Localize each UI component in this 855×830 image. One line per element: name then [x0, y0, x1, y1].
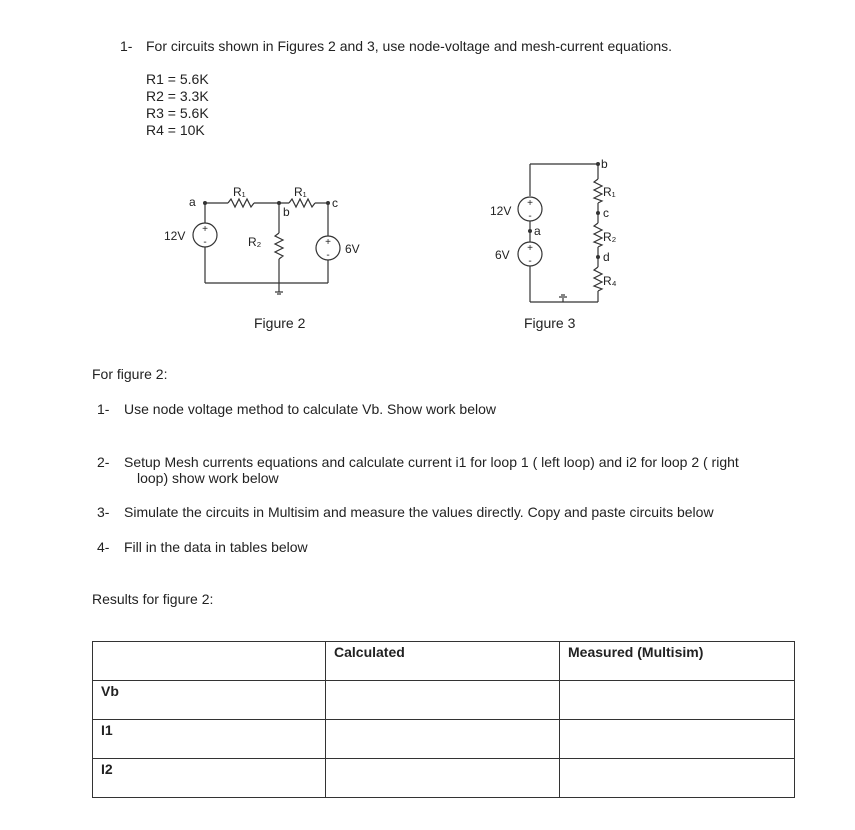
fig2-label-r2: R₂ [248, 235, 262, 249]
row-label: I2 [93, 759, 326, 798]
table-row [93, 681, 795, 720]
calculated-cell[interactable] [326, 681, 560, 720]
fig2-label-node-a: a [189, 195, 196, 209]
measured-cell[interactable] [560, 720, 795, 759]
fig3-node-c-dot [596, 211, 600, 215]
fig3-node-d-dot [596, 255, 600, 259]
measured-cell[interactable] [560, 681, 795, 720]
instruction-number: 3- [97, 504, 110, 520]
fig3-node-b-dot [596, 162, 600, 166]
table-header-row [93, 642, 795, 681]
fig2-label-r1-left: R₁ [233, 185, 246, 199]
question-number: 1- [120, 38, 133, 54]
row-label: Vb [93, 681, 326, 720]
row-label: I1 [93, 720, 326, 759]
instruction-text: Fill in the data in tables below [124, 539, 308, 555]
calculated-cell[interactable] [326, 720, 560, 759]
instruction-number: 2- [97, 454, 110, 470]
given-value: R2 = 3.3K [146, 88, 209, 104]
given-value: R1 = 5.6K [146, 71, 209, 87]
fig3-label-node-a: a [534, 224, 541, 238]
instruction-text: Use node voltage method to calculate Vb. Show work below [124, 401, 496, 417]
fig2-node-a-dot [203, 201, 207, 205]
table-header-cell: Measured (Multisim) [560, 642, 795, 681]
svg-text:+: + [527, 243, 533, 254]
instructions-heading: For figure 2: [92, 366, 168, 382]
question-text: For circuits shown in Figures 2 and 3, use node-voltage and mesh-current equations. [146, 38, 673, 54]
circuit-figures [0, 0, 855, 340]
fig2-node-b-dot [277, 201, 281, 205]
fig3-node-a-dot [528, 229, 532, 233]
calculated-cell[interactable] [326, 759, 560, 798]
fig2-label-r1-right: R₁ [294, 185, 307, 199]
instruction-text-continued: loop) show work below [137, 470, 279, 486]
svg-text:+: + [202, 224, 208, 235]
given-value: R3 = 5.6K [146, 105, 209, 121]
fig3-label-node-b: b [601, 157, 608, 171]
svg-text:+: + [527, 198, 533, 209]
fig3-label-node-c: c [603, 206, 609, 220]
figure3-caption: Figure 3 [524, 315, 576, 331]
fig3-label-node-d: d [603, 250, 610, 264]
svg-text:-: - [203, 237, 207, 248]
fig3-label-12v: 12V [490, 204, 512, 218]
table-header-cell: Calculated [326, 642, 560, 681]
measured-cell[interactable] [560, 759, 795, 798]
fig3-label-r1: R₁ [603, 185, 616, 199]
fig3-label-6v: 6V [495, 248, 510, 262]
table-header-cell [93, 642, 326, 681]
figure3-circuit [518, 164, 602, 302]
given-value: R4 = 10K [146, 122, 205, 138]
fig2-label-6v: 6V [345, 242, 360, 256]
fig3-label-r4: R₄ [603, 274, 617, 288]
instruction-number: 1- [97, 401, 110, 417]
instruction-text: Setup Mesh currents equations and calculate current i1 for loop 1 ( left loop) and i2 for loop 2 ( right [124, 454, 739, 470]
svg-text:-: - [528, 256, 532, 267]
table-row [93, 720, 795, 759]
figure2-caption: Figure 2 [254, 315, 306, 331]
table-row [93, 759, 795, 798]
fig2-node-c-dot [326, 201, 330, 205]
instruction-text: Simulate the circuits in Multisim and measure the values directly. Copy and paste circuits below [124, 504, 714, 520]
results-table [92, 641, 795, 798]
fig3-label-r2: R₂ [603, 230, 617, 244]
figure2-circuit [193, 199, 340, 294]
results-heading: Results for figure 2: [92, 591, 214, 607]
fig2-label-12v: 12V [164, 229, 186, 243]
svg-text:+: + [325, 237, 331, 248]
svg-text:-: - [528, 211, 532, 222]
svg-text:-: - [326, 250, 330, 261]
instruction-number: 4- [97, 539, 110, 555]
fig2-label-node-c: c [332, 196, 338, 210]
fig2-label-node-b: b [283, 205, 290, 219]
